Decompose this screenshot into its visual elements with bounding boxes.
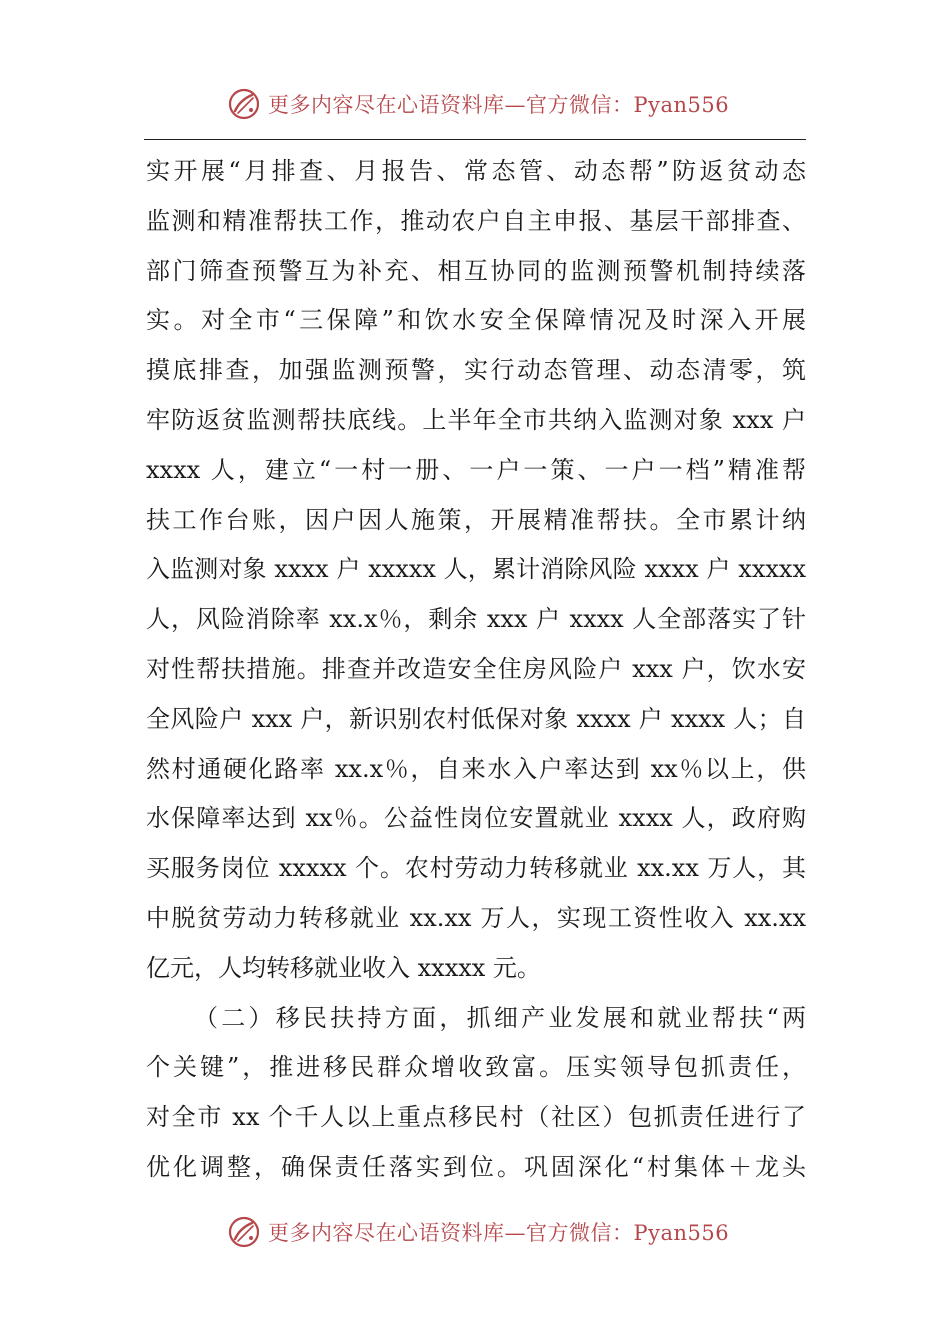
text-line: 实。对全市“三保障”和饮水安全保障情况及时深入开展 [146,306,806,335]
text-line: 人，风险消除率 xx.x％，剩余 xxx 户 xxxx 人全部落实了针 [146,605,806,634]
pen-logo-icon [226,86,262,122]
section-heading-line: （二）移民扶持方面，抓细产业发展和就业帮扶“两 [194,1003,806,1032]
text-line: 实开展“月排查、月报告、常态管、动态帮”防返贫动态 [146,157,806,185]
watermark-text: 更多内容尽在心语资料库—官方微信：Pyan556 [268,1221,730,1245]
text-line: 对全市 xx 个千人以上重点移民村（社区）包抓责任进行了 [146,1103,806,1132]
text-line: 然村通硬化路率 xx.x％，自来水入户率达到 xx％以上，供 [146,754,806,783]
text-line: 摸底排查，加强监测预警，实行动态管理、动态清零，筑 [146,356,806,385]
text-line: 入监测对象 xxxx 户 xxxxx 人，累计消除风险 xxxx 户 xxxxx [146,555,806,584]
text-line: 中脱贫劳动力转移就业 xx.xx 万人，实现工资性收入 xx.xx [146,903,806,932]
pen-logo-icon [226,1214,262,1250]
text-line: 个关键”，推进移民群众增收致富。压实领导包抓责任， [146,1053,806,1082]
text-line: 优化调整，确保责任落实到位。巩固深化“村集体＋龙头 [146,1152,806,1181]
header-watermark [226,84,729,124]
text-line: 部门筛查预警互为补充、相互协同的监测预警机制持续落 [146,256,806,285]
text-line: 扶工作台账，因户因人施策，开展精准帮扶。全市累计纳 [146,505,806,534]
text-line: 亿元，人均转移就业收入 xxxxx 元。 [146,953,541,982]
text-line: 水保障率达到 xx％。公益性岗位安置就业 xxxx 人，政府购 [146,804,806,833]
text-line: 监测和精准帮扶工作，推动农户自主申报、基层干部排查、 [146,206,806,235]
watermark-text: 更多内容尽在心语资料库—官方微信：Pyan556 [268,93,730,117]
text-line: 牢防返贫监测帮扶底线。上半年全市共纳入监测对象 xxx 户 [146,405,806,434]
text-line: 对性帮扶措施。排查并改造安全住房风险户 xxx 户，饮水安 [146,654,806,683]
text-line: 全风险户 xxx 户，新识别农村低保对象 xxxx 户 xxxx 人；自 [146,704,806,733]
body-text [146,147,806,1193]
text-line: 买服务岗位 xxxxx 个。农村劳动力转移就业 xx.xx 万人，其 [146,854,806,883]
header-divider [144,139,806,140]
footer-watermark [226,1212,729,1252]
text-line: xxxx 人，建立“一村一册、一户一策、一户一档”精准帮 [146,455,806,484]
